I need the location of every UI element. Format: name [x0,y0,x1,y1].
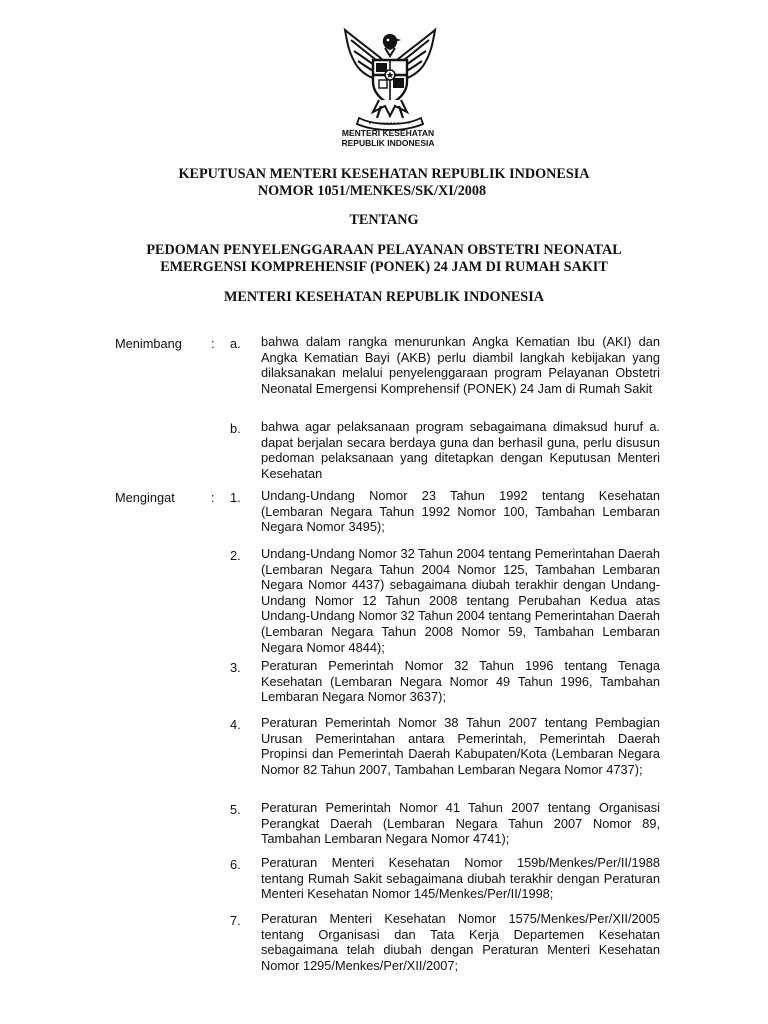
menimbang-item-a-text: bahwa dalam rangka menurunkan Angka Kematian Ibu (AKI) dan Angka Kematian Bayi (AKB) perlu diambil langkah kebijakan yang dilaksanakan melalui penyelenggaraan program Pelayanan Obstetri Neonatal Emergensi Komprehensif (PONEK) 24 Jam di Rumah Sakit [261,334,660,396]
mengingat-colon: : [211,490,215,505]
issuer-line-1: MENTERI KESEHATAN [341,128,435,138]
subject-line-1: PEDOMAN PENYELENGGARAAN PELAYANAN OBSTETRI NEONATAL [146,242,622,258]
menimbang-label: Menimbang [115,336,182,351]
mengingat-item-2-marker: 2. [230,548,241,563]
authority-heading: MENTERI KESEHATAN REPUBLIK INDONESIA [224,289,544,305]
menimbang-item-b-text: bahwa agar pelaksanaan program sebagaimana dimaksud huruf a. dapat berjalan secara berdaya guna dan berhasil guna, perlu disusun pedoman pelaksanaan yang ditetapkan dengan Keputusan Menteri Kesehatan [261,419,660,481]
issuer-block [0,128,768,148]
mengingat-item-3-text: Peraturan Pemerintah Nomor 32 Tahun 1996 tentang Tenaga Kesehatan (Lembaran Negara Nomor 49 Tahun 1996, Tambahan Lembaran Negara Nomor 3637); [261,658,660,705]
mengingat-item-6-marker: 6. [230,857,241,872]
mengingat-item-1-text: Undang-Undang Nomor 23 Tahun 1992 tentang Kesehatan (Lembaran Negara Tahun 1992 Nomor 100, Tambahan Lembaran Negara Nomor 3495); [261,488,660,535]
about-heading: TENTANG [349,212,419,228]
mengingat-label: Mengingat [115,490,175,505]
garuda-emblem-icon [335,20,445,132]
mengingat-item-6-text: Peraturan Menteri Kesehatan Nomor 159b/Menkes/Per/II/1988 tentang Rumah Sakit sebagaimana diubah terakhir dengan Peraturan Menteri Kesehatan Nomor 145/Menkes/Per/II/1998; [261,855,660,902]
mengingat-item-4-text: Peraturan Pemerintah Nomor 38 Tahun 2007 tentang Pembagian Urusan Pemerintahan antara Pemerintah, Pemerintah Daerah Propinsi dan Pemerintah Daerah Kabupaten/Kota (Lembaran Negara Nomor 82 Tahun 2007, Tambahan Lembaran Negara Nomor 4737); [261,715,660,777]
menimbang-item-a-marker: a. [230,336,241,351]
mengingat-item-1-marker: 1. [230,490,241,505]
decree-number: NOMOR 1051/MENKES/SK/XI/2008 [257,183,487,199]
mengingat-item-2-text: Undang-Undang Nomor 32 Tahun 2004 tentang Pemerintahan Daerah (Lembaran Negara Tahun 2004 Nomor 125, Tambahan Lembaran Negara Nomor 4437) sebagaimana diubah terakhir dengan Undang-Undang Nomor 12 Tahun 2008 tentang Perubahan Kedua atas Undang-Undang Nomor 32 Tahun 2004 tentang Pemerintahan Daerah (Lembaran Negara Tahun 2008 Nomor 59, Tambahan Lembaran Negara Nomor 4844); [261,546,660,655]
subject-line-2: EMERGENSI KOMPREHENSIF (PONEK) 24 JAM DI RUMAH SAKIT [160,259,608,275]
mengingat-item-5-text: Peraturan Pemerintah Nomor 41 Tahun 2007 tentang Organisasi Perangkat Daerah (Lembaran Negara Tahun 2007 Nomor 89, Tambahan Lembaran Negara Nomor 4741); [261,800,660,847]
mengingat-item-3-marker: 3. [230,660,241,675]
mengingat-item-7-text: Peraturan Menteri Kesehatan Nomor 1575/Menkes/Per/XII/2005 tentang Organisasi dan Tata Kerja Departemen Kesehatan sebagaimana telah diubah dengan Peraturan Menteri Kesehatan Nomor 1295/Menkes/Per/XII/2007; [261,911,660,973]
menimbang-colon: : [211,336,215,351]
mengingat-item-7-marker: 7. [230,913,241,928]
mengingat-item-4-marker: 4. [230,717,241,732]
menimbang-item-b-marker: b. [230,421,241,436]
mengingat-item-5-marker: 5. [230,802,241,817]
issuer-line-2: REPUBLIK INDONESIA [341,138,435,148]
decree-title: KEPUTUSAN MENTERI KESEHATAN REPUBLIK INDONESIA [178,166,590,182]
